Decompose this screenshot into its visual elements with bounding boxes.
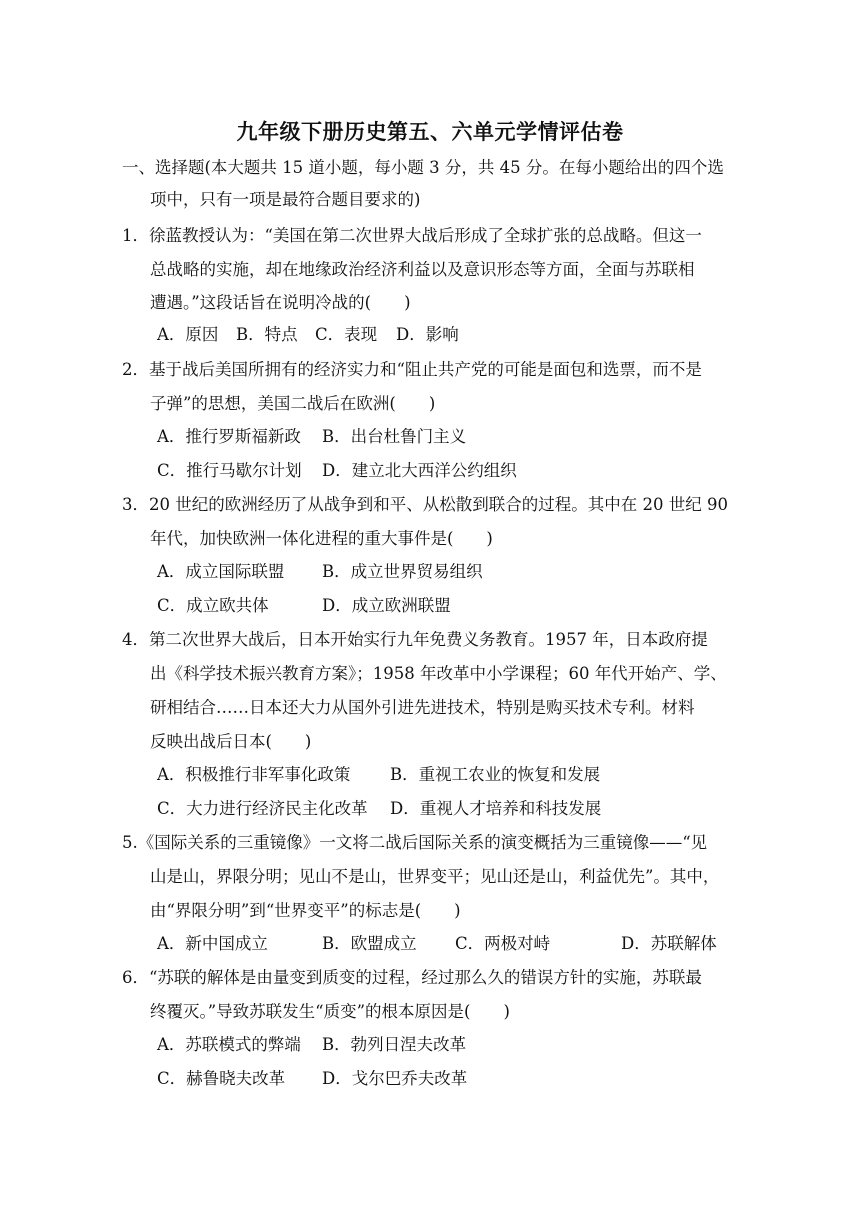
question-3-option-b: B．成立世界贸易组织	[322, 562, 483, 581]
question-3-option-c: C．成立欧共体	[157, 596, 269, 615]
question-2-option-d: D．建立北大西洋公约组织	[322, 461, 517, 480]
page-title: 九年级下册历史第五、六单元学情评估卷	[236, 120, 624, 144]
question-4-stem-line-4: 反映出战后日本( )	[150, 732, 312, 751]
section-instructions-line-2: 项中，只有一项是最符合题目要求的)	[150, 190, 421, 209]
question-2-stem-line-1: 2．基于战后美国所拥有的经济实力和“阻止共产党的可能是面包和选票，而不是	[122, 360, 702, 379]
question-4-option-a: A．积极推行非军事化政策	[157, 765, 351, 784]
question-5-stem-line-3: 由“界限分明”到“世界变平”的标志是( )	[150, 901, 461, 920]
question-6-option-b: B．勃列日涅夫改革	[322, 1035, 467, 1054]
question-3-stem-line-1: 3．20 世纪的欧洲经历了从战争到和平、从松散到联合的过程。其中在 20 世纪 90	[122, 495, 728, 514]
question-6-option-a: A．苏联模式的弊端	[157, 1035, 301, 1054]
question-3-stem-line-2: 年代，加快欧洲一体化进程的重大事件是( )	[150, 529, 493, 548]
question-1-option-a: A．原因	[157, 325, 219, 344]
question-6-stem-line-1: 6．“苏联的解体是由量变到质变的过程，经过那么久的错误方针的实施，苏联最	[122, 968, 702, 987]
question-1-option-d: D．影响	[396, 325, 459, 344]
question-5-option-d: D．苏联解体	[621, 934, 717, 953]
question-5-stem-line-2: 山是山，界限分明；见山不是山，世界变平；见山还是山，利益优先”。其中，	[150, 867, 720, 886]
question-3-option-a: A．成立国际联盟	[157, 562, 285, 581]
question-1-option-c: C．表现	[315, 325, 378, 344]
question-2-option-a: A．推行罗斯福新政	[157, 427, 301, 446]
question-1-option-b: B．特点	[236, 325, 298, 344]
question-5-option-b: B．欧盟成立	[322, 934, 417, 953]
question-6-option-c: C．赫鲁晓夫改革	[157, 1069, 286, 1088]
question-1-stem-line-3: 遭遇。”这段话旨在说明冷战的( )	[150, 293, 411, 312]
question-5-option-c: C．两极对峙	[455, 934, 551, 953]
question-5-stem-line-1: 5.《国际关系的三重镜像》一文将二战后国际关系的演变概括为三重镜像——“见	[122, 833, 708, 852]
question-2-stem-line-2: 子弹”的思想，美国二战后在欧洲( )	[150, 394, 436, 413]
question-4-option-c: C．大力进行经济民主化改革	[157, 799, 368, 818]
question-3-option-d: D．成立欧洲联盟	[322, 596, 451, 615]
question-2-option-b: B．出台杜鲁门主义	[322, 427, 467, 446]
question-4-stem-line-1: 4．第二次世界大战后，日本开始实行九年免费义务教育。1957 年，日本政府提	[122, 630, 708, 649]
question-4-option-d: D．重视人才培养和科技发展	[390, 799, 602, 818]
question-1-stem-line-1: 1．徐蓝教授认为：“美国在第二次世界大战后形成了全球扩张的总战略。但这一	[122, 226, 702, 245]
question-6-stem-line-2: 终覆灭。”导致苏联发生“质变”的根本原因是( )	[150, 1002, 510, 1021]
section-instructions-line-1: 一、选择题(本大题共 15 道小题，每小题 3 分，共 45 分。在每小题给出的四个选	[122, 158, 724, 177]
question-6-option-d: D．戈尔巴乔夫改革	[322, 1069, 468, 1088]
question-4-stem-line-2: 出《科学技术振兴教育方案》；1958 年改革中小学课程；60 年代开始产、学、	[150, 664, 727, 683]
question-2-option-c: C．推行马歇尔计划	[157, 461, 302, 480]
question-1-stem-line-2: 总战略的实施，却在地缘政治经济利益以及意识形态等方面，全面与苏联相	[150, 260, 695, 279]
question-4-option-b: B．重视工农业的恢复和发展	[390, 765, 601, 784]
question-5-option-a: A．新中国成立	[157, 934, 268, 953]
question-4-stem-line-3: 研相结合……日本还大力从国外引进先进技术，特别是购买技术专利。材料	[150, 698, 695, 717]
